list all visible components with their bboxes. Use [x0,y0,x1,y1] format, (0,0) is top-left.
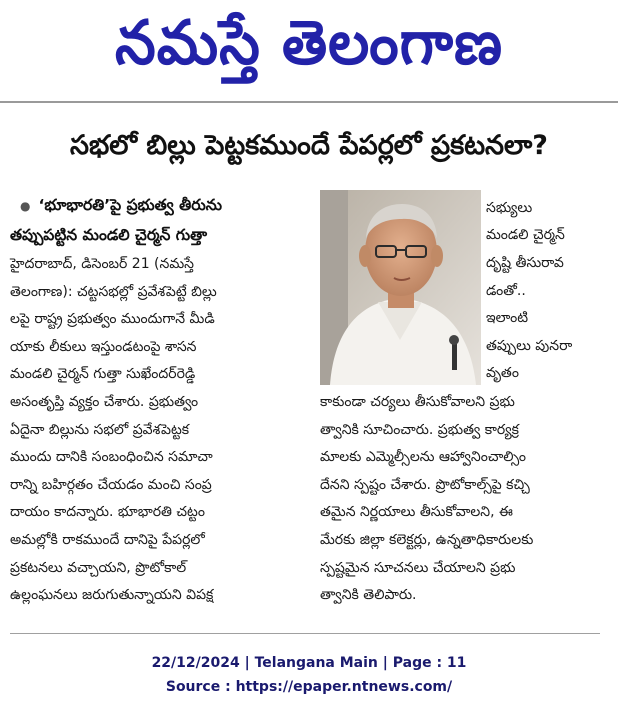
body-line: తప్పులు పునరా [486,338,573,354]
body-line: దాయం కాదన్నారు. భూభారతి చట్టం [10,504,205,520]
body-line: మేరకు జిల్లా కలెక్టర్లు, ఉన్నతాధికారులకు [320,532,534,548]
body-line: సభ్యులు [486,200,533,216]
body-line: అసంతృప్తి వ్యక్తం చేశారు. ప్రభుత్వం [10,394,199,410]
body-line: త్వానికి సూచించారు. ప్రభుత్వ కార్యక్ర [320,422,519,438]
masthead-divider [0,101,618,103]
masthead [0,0,618,100]
body-line: ఏదైనా బిల్లును సభలో ప్రవేశపెట్టక [10,422,190,438]
article-headline: సభలో బిల్లు పెట్టకముందే పేపర్లలో ప్రకటనలా? [70,130,548,161]
body-line: కాకుండా చర్యలు తీసుకోవాలని ప్రభు [320,394,515,410]
body-line: రాన్ని బహిర్గతం చేయడం మంచి సంప్ర [10,477,212,493]
chairman-photo [320,190,481,385]
body-line: ఉల్లంఘనలు జరుగుతున్నాయని విపక్ష [10,587,214,603]
body-line: ఇలాంటి [486,310,529,326]
footer-divider [10,633,600,634]
publication-info: 22/12/2024 | Telangana Main | Page : 11 [151,655,467,671]
body-line: మాలకు ఎమ్మెల్సీలను ఆహ్వానించాల్సిం [320,449,527,465]
body-line: స్పష్టమైన సూచనలు చేయాలని ప్రభు [320,560,516,576]
body-line: డంతో.. [486,283,526,299]
article-subhead-1 [20,196,222,218]
body-line: దేనని స్పష్టం చేశారు. ప్రొటోకాల్స్‌పై కచ్చి [320,477,530,493]
body-line: వృతం [486,365,519,381]
body-line: అమల్లోకి రాకముందే దానిపై పేపర్లలో [10,532,205,548]
body-line: దృష్టి తీసురావ [486,255,564,271]
source-link[interactable]: Source : https://epaper.ntnews.com/ [165,679,453,695]
portrait-image [320,190,481,385]
body-line: మండలి చైర్మన్ [486,227,565,243]
article-subhead-2: తప్పుపట్టిన మండలి చైర్మన్ గుత్తా [10,226,208,244]
body-line: హైదరాబాద్, డిసెంబర్ 21 (నమస్తే [10,256,194,272]
body-line: తమైన నిర్ణయాలు తీసుకోవాలని, ఈ [320,504,513,520]
newspaper-title: నమస్తే తెలంగాణ [115,6,503,78]
body-line: ముందు దానికి సంబంధించిన సమాచా [10,449,213,465]
bullet-icon: ● [20,198,31,213]
body-line: మండలి చైర్మన్ గుత్తా సుఖేందర్‌రెడ్డి [10,366,196,382]
subhead-text-1: ‘భూభారతి’పై ప్రభుత్వ తీరును [38,196,222,214]
body-line: తెలంగాణ): చట్టసభల్లో ప్రవేశపెట్టే బిల్లు [10,284,217,300]
body-line: ప్రకటనలు వచ్చాయని, ప్రొటోకాల్ [10,560,187,576]
body-line: లపై రాష్ట్ర ప్రభుత్వం ముందుగానే మీడి [10,311,215,327]
body-line: త్వానికి తెలిపారు. [320,587,417,603]
body-line: యాకు లీకులు ఇస్తుండటంపై శాసన [10,339,197,355]
